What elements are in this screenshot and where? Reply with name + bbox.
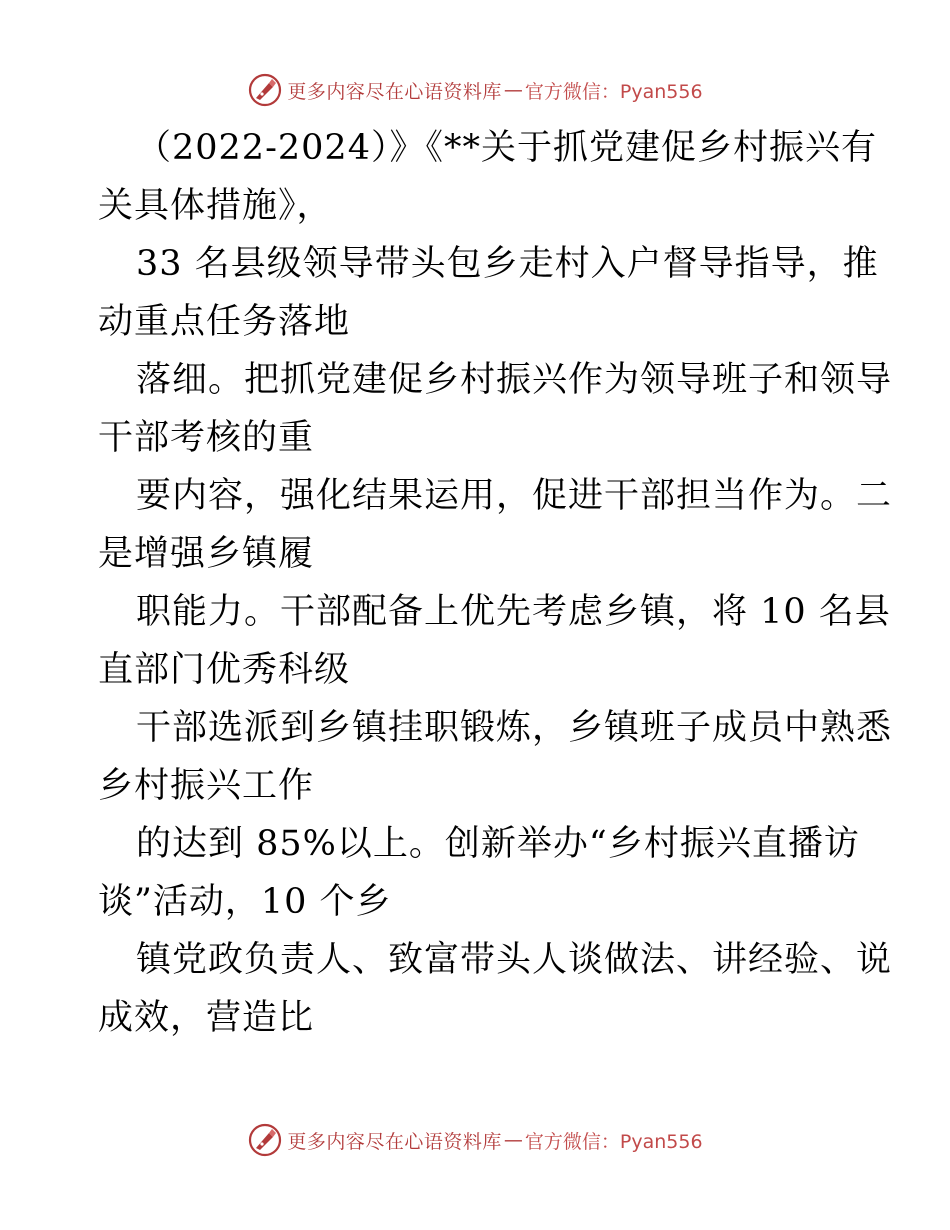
watermark-contact: 官方微信：Pyan556: [524, 80, 703, 103]
footer-watermark: [0, 1120, 950, 1160]
text-line: 谈”活动，10 个乡: [98, 882, 392, 922]
text-line: 是增强乡镇履: [98, 534, 315, 574]
text-line: （2022-2024）》《**关于抓党建促乡村振兴有: [136, 128, 877, 168]
text-line: 33 名县级领导带头包乡走村入户督导指导，推: [136, 244, 879, 284]
text-line: 的达到 85%以上。创新举办“乡村振兴直播访: [136, 824, 860, 864]
header-watermark: [0, 70, 950, 110]
text-line: 干部选派到乡镇挂职锻炼，乡镇班子成员中熟悉: [136, 708, 893, 748]
text-line: 关具体措施》，: [98, 186, 333, 226]
pen-nib-logo-icon: [247, 1122, 283, 1158]
text-line: 镇党政负责人、致富带头人谈做法、讲经验、说: [136, 940, 893, 980]
text-line: 干部考核的重: [98, 418, 315, 458]
watermark-text: 更多内容尽在心语资料库: [287, 80, 502, 103]
watermark-contact: 官方微信：Pyan556: [524, 1130, 703, 1153]
text-line: 直部门优秀科级: [98, 650, 351, 690]
pen-nib-logo-icon: [247, 72, 283, 108]
watermark-text: 更多内容尽在心语资料库: [287, 1130, 502, 1153]
watermark-separator: —: [503, 79, 523, 101]
text-line: 职能力。干部配备上优先考虑乡镇，将 10 名县: [136, 592, 891, 632]
watermark-separator: —: [503, 1129, 523, 1151]
text-line: 落细。把抓党建促乡村振兴作为领导班子和领导: [136, 360, 893, 400]
text-line: 成效，营造比: [98, 998, 315, 1038]
text-line: 乡村振兴工作: [98, 766, 315, 806]
text-line: 要内容，强化结果运用，促进干部担当作为。二: [136, 476, 893, 516]
text-line: 动重点任务落地: [98, 302, 351, 342]
